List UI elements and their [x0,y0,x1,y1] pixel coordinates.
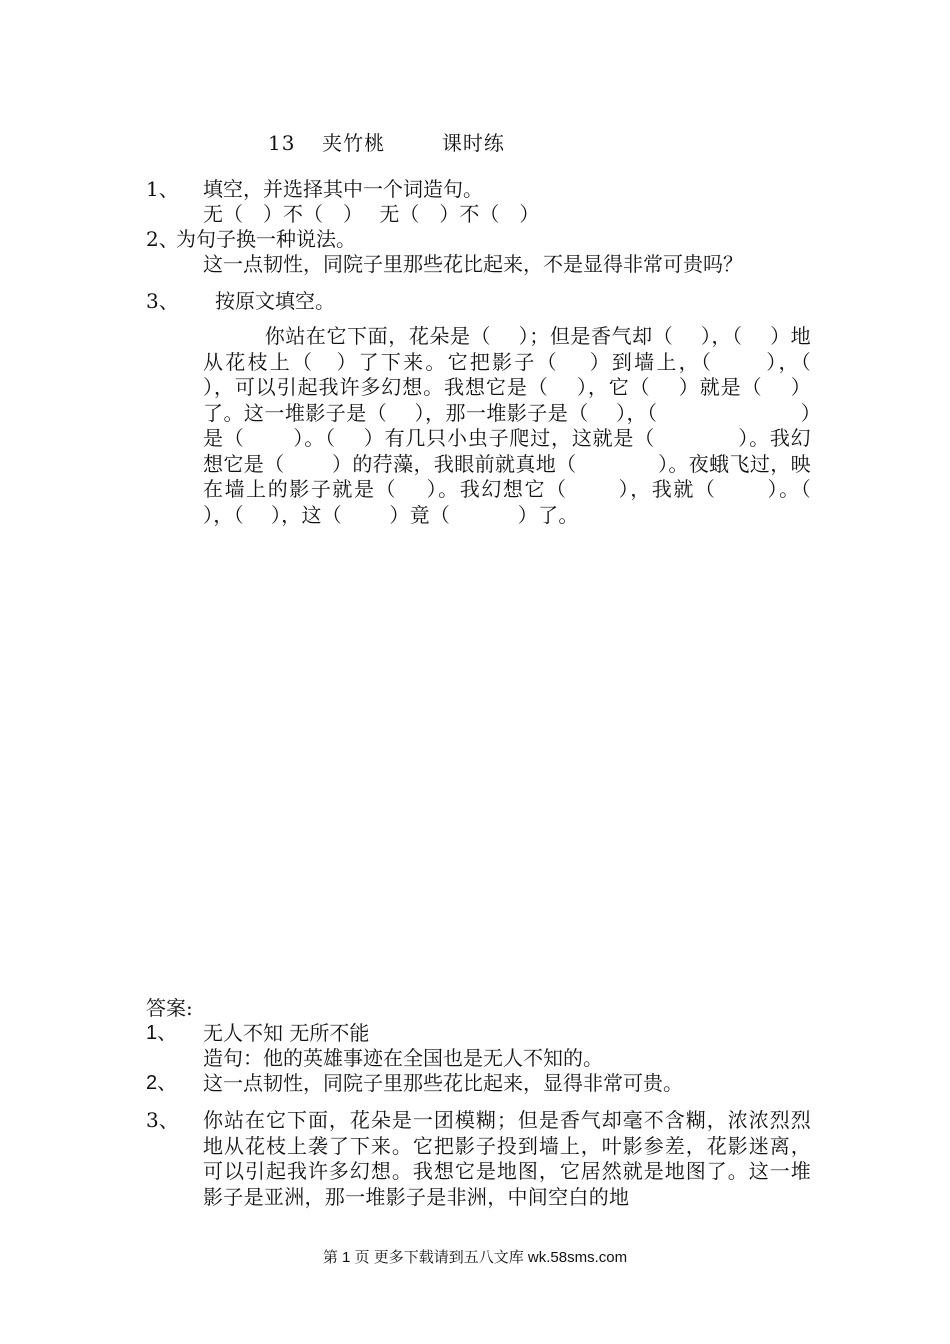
answers-heading: 答案: [146,996,193,1020]
answer-1-words: 无人不知 无所不能 [203,1021,370,1045]
answer-1-sentence: 造句：他的英雄事迹在全国也是无人不知的。 [203,1046,603,1070]
answer-2-number: 2、 [146,1072,178,1094]
page-title [268,127,505,156]
title-name: 夹竹桃 [322,131,386,155]
question-1-blanks: 无（ ）不（ ） 无（ ）不（ ） [203,202,540,226]
title-suffix: 课时练 [441,131,505,155]
question-3-passage: 你站在它下面，花朵是（ ）；但是香气却（ ），（ ）地从花枝上（ ）了下来。它把影子（ ）到墙上，（ ），（ ），可以引起我许多幻想。我想它是（ ），它（ ）就是（ ）了。这一堆影子是（ ），那一堆影子是（ ），（ ）是（ ）。（ ）有几只小虫子爬过，这就是（ ）。我幻想它是（ ）的荇藻，我眼前就真地（ ）。夜蛾飞过，映在墙上的影子就是（ ）。我幻想它（ ），我就（ ）。（ ），（ ），这（ ）竟（ ）了。 [203,324,859,527]
question-2-sentence: 这一点韧性，同院子里那些花比起来，不是显得非常可贵吗？ [203,252,743,276]
answer-3-number: 3、 [146,1108,179,1132]
question-1-number: 1、 [146,177,179,201]
answer-2-sentence: 这一点韧性，同院子里那些花比起来，显得非常可贵。 [203,1071,683,1095]
question-2-prompt: 为句子换一种说法。 [176,227,356,251]
question-2-number: 2、 [146,227,179,251]
answer-3-paragraph: 你站在它下面，花朵是一团模糊；但是香气却毫不含糊，浓浓烈烈地从花枝上袭了下来。它把影子投到墙上，叶影参差，花影迷离，可以引起我许多幻想。我想它是地图，它居然就是地图了。这一堆影子是亚洲，那一堆影子是非洲，中间空白的地 [203,1108,811,1209]
page-footer: 第 1 页 更多下载请到五八文库 wk.58sms.com [322,1249,628,1266]
question-3-number: 3、 [146,289,179,313]
question-1-prompt: 填空，并选择其中一个词造句。 [203,177,483,201]
question-3-prompt: 按原文填空。 [215,289,335,313]
answer-1-number: 1、 [146,1022,178,1044]
title-number: 13 [268,131,296,155]
